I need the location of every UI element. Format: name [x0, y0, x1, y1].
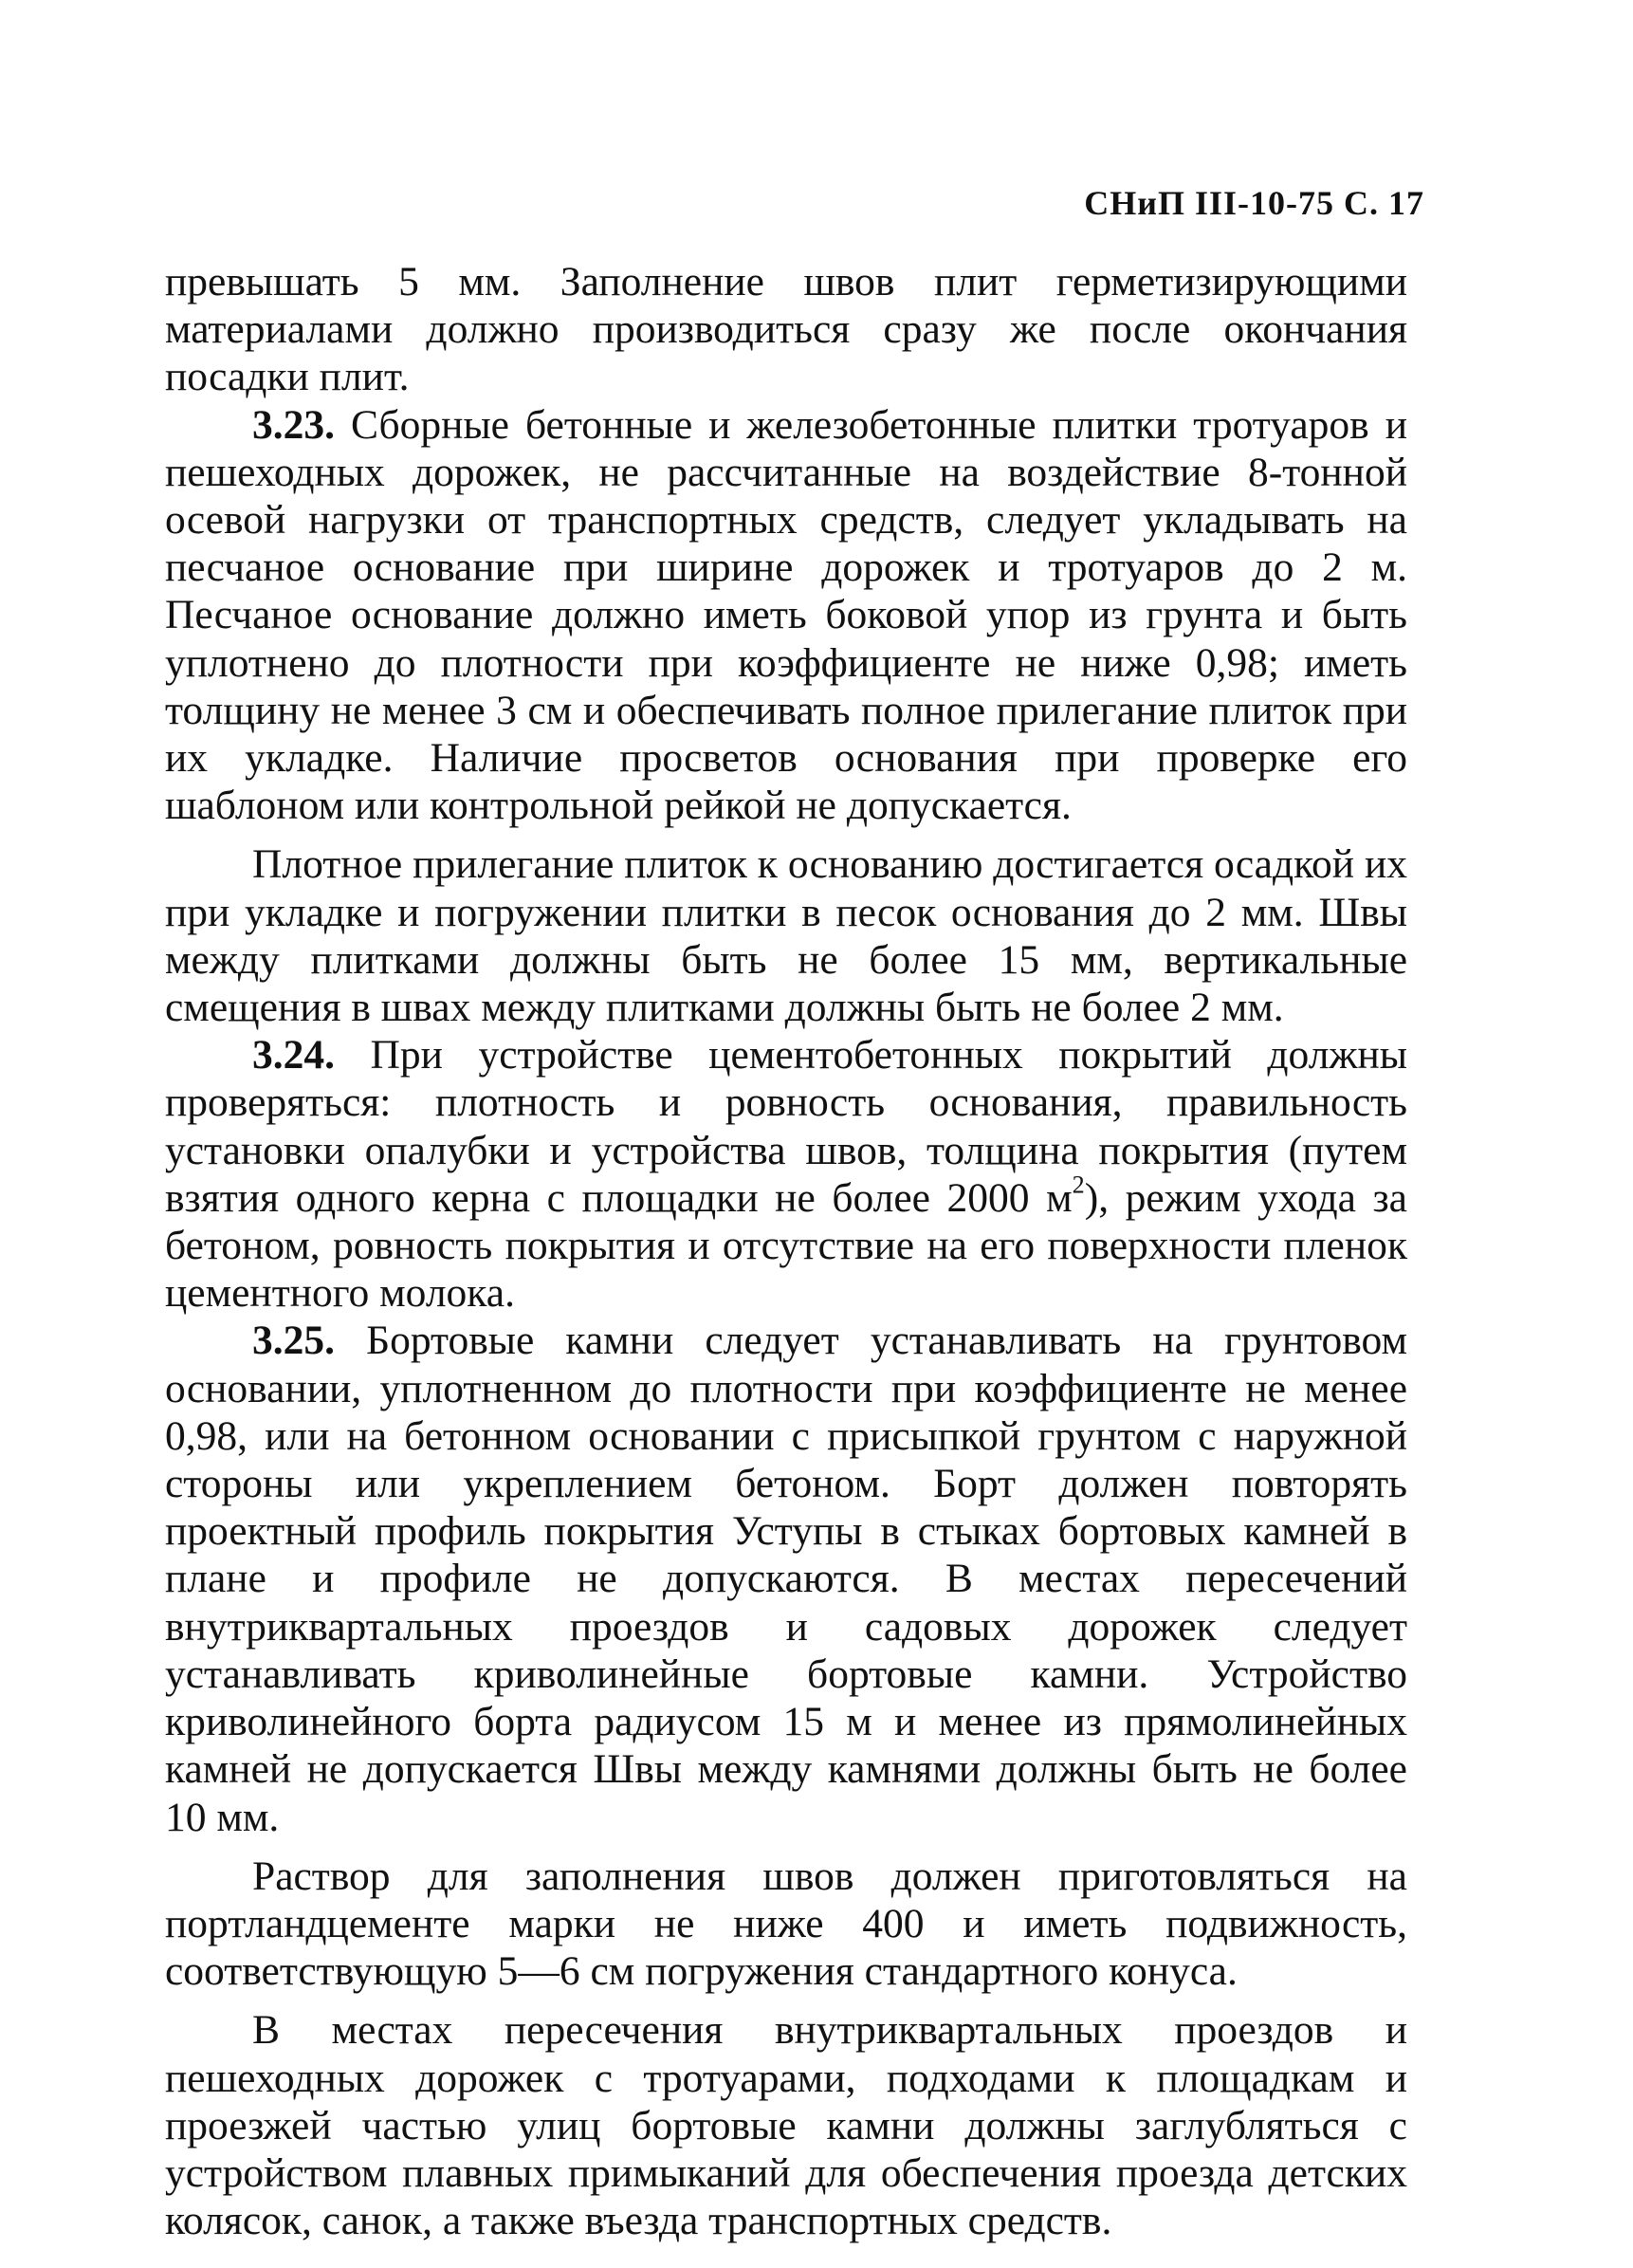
- paragraph-text: Плотное прилегание плиток к основанию достигается осадкой их при укладке и погружении плитки в песок основания до 2 мм. Швы между плитками должны быть не более 15 мм, вертикальные смещения в швах между плитками должны быть не более 2 мм.: [165, 841, 1407, 1031]
- paragraph-text: Раствор для заполнения швов должен приготовляться на портландцементе марки не ниже 400 и иметь подвижность, соответствующую 5—6 см погружения стандартного конуса.: [165, 1853, 1407, 1995]
- clause-text: При устройстве цементобетонных покрытий должны проверяться: плотность и ровность основания, правильность установки опалубки и устройства швов, толщина покрытия (путем взятия одного керна с площадки не более 2000 м: [165, 1032, 1407, 1221]
- clause-3-24: [165, 1031, 1407, 1317]
- paragraph-continuation: [165, 258, 1407, 401]
- paragraph-text: превышать 5 мм. Заполнение швов плит герметизирующими материалами должно производиться сразу же после окончания посадки плит.: [165, 259, 1407, 400]
- paragraph-intersections: [165, 2006, 1407, 2244]
- clause-3-25: [165, 1317, 1407, 1840]
- clause-text: Бортовые камни следует устанавливать на грунтовом основании, уплотненном до плотности при коэффициенте не менее 0,98, или на бетонном основании с присыпкой грунтом с наружной стороны или укреплением бетоном. Борт должен повторять проектный профиль покрытия Уступы в стыках бортовых камней в плане и профиле не допускаются. В местах пересечений внутриквартальных проездов и садовых дорожек следует устанавливать криволинейные бортовые камни. Устройство криволинейного борта радиусом 15 м и менее из прямолинейных камней не допускается Швы между камнями должны быть не более 10 мм.: [165, 1318, 1407, 1840]
- running-header: СНиП III-10-75 С. 17: [1084, 184, 1424, 222]
- clause-text: Сборные бетонные и железобетонные плитки тротуаров и пешеходных дорожек, не рассчитанные на воздействие 8-тонной осевой нагрузки от транспортных средств, следует укладывать на песчаное основание при ширине дорожек и тротуаров до 2 м. Песчаное основание должно иметь боковой упор из грунта и быть уплотнено до плотности при коэффициенте не ниже 0,98; иметь толщину не менее 3 см и обеспечивать полное прилегание плиток при их укладке. Наличие просветов основания при проверке его шаблоном или контрольной рейкой не допускается.: [165, 401, 1407, 829]
- clause-number: 3.24.: [252, 1032, 335, 1079]
- clause-number: 3.25.: [252, 1318, 335, 1364]
- clause-3-23: [165, 401, 1407, 830]
- superscript: 2: [1072, 1171, 1085, 1199]
- clause-text-continued: ), режим ухода за бетоном, ровность покрытия и отсутствие на его поверхности пленок цементного молока.: [165, 1174, 1407, 1317]
- paragraph-mortar: [165, 1853, 1407, 1996]
- paragraph-tile-fit: [165, 840, 1407, 1031]
- body-text: [165, 258, 1407, 2244]
- paragraph-text: В местах пересечения внутриквартальных проездов и пешеходных дорожек с тротуарами, подходами к площадкам и проезжей частью улиц бортовые камни должны заглубляться с устройством плавных примыканий для обеспечения проезда детских колясок, санок, а также въезда транспортных средств.: [165, 2007, 1407, 2244]
- clause-number: 3.23.: [252, 401, 335, 448]
